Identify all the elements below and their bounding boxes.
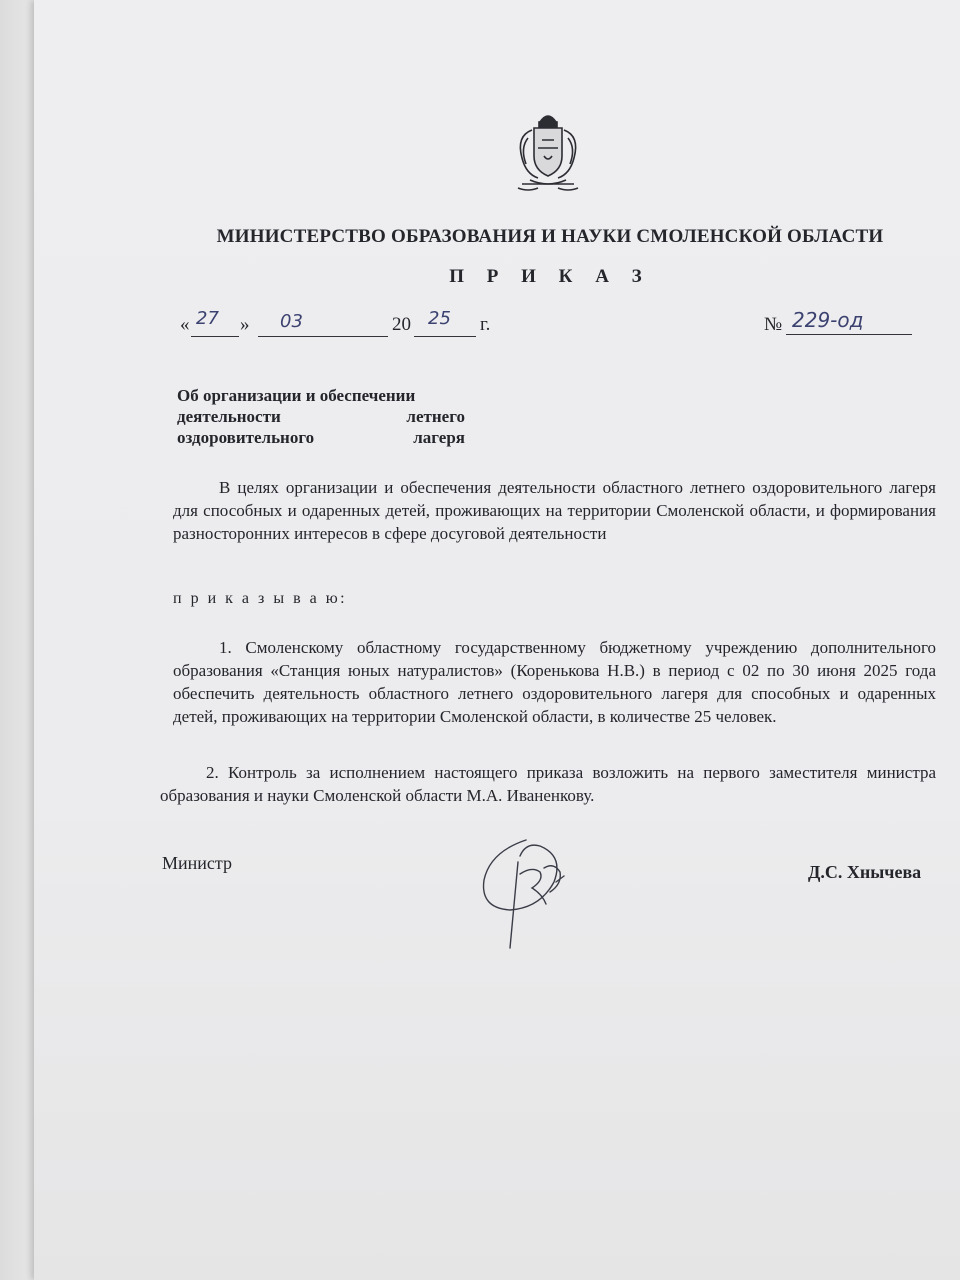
order-word: п р и к а з ы в а ю: xyxy=(173,590,348,607)
document-type-title: П Р И К А З xyxy=(449,266,651,287)
date-year-underline xyxy=(414,336,476,337)
subject-line-1: Об организации и обеспечении xyxy=(177,386,416,405)
order-item-2: 2. Контроль за исполнением настоящего приказа возложить на первого заместителя министра образования и науки Смоленской области М.А. Иваненкову. xyxy=(160,763,936,805)
subject-line-3-a: оздоровительного xyxy=(177,428,315,447)
subject-line-3 xyxy=(177,428,465,448)
subject-line-2 xyxy=(177,407,465,427)
order-number-underline xyxy=(786,334,912,335)
subject-line-2-a: деятельности xyxy=(177,407,281,426)
signer-position: Министр xyxy=(162,853,232,873)
subject-line-2-b: летнего xyxy=(406,407,465,426)
date-month: 03 xyxy=(280,311,303,332)
order-number: 229-од xyxy=(792,308,864,332)
order-item-1: 1. Смоленскому областному государственному бюджетному учреждению дополнительного образования «Станция юных натуралистов» (Коренькова Н.В.) в период с 02 по 30 июня 2025 года обеспечить деятельность областного летнего оздоровительного лагеря для способных и одаренных детей, проживающих на территории Смоленской области, в количестве 25 человек. xyxy=(173,638,936,726)
subject-line-3-b: лагеря xyxy=(413,428,465,447)
date-day: 27 xyxy=(196,308,219,329)
order-number-label: № xyxy=(764,314,783,335)
ministry-title: МИНИСТЕРСТВО ОБРАЗОВАНИЯ И НАУКИ СМОЛЕНСКОЙ ОБЛАСТИ xyxy=(216,226,884,247)
date-year-suffix: 25 xyxy=(428,308,451,329)
date-open-quote: « xyxy=(180,314,190,335)
signature-icon xyxy=(470,822,590,952)
date-year-unit: г. xyxy=(480,314,491,335)
coat-of-arms-icon xyxy=(508,108,588,194)
preamble-paragraph: В целях организации и обеспечения деятельности областного летнего оздоровительного лагеря для способных и одаренных детей, проживающих на территории Смоленской области, и формирования разносторонних интересов в сфере досуговой деятельности xyxy=(173,478,936,543)
date-month-underline xyxy=(258,336,388,337)
date-year-prefix: 20 xyxy=(392,314,411,335)
signer-name: Д.С. Хнычева xyxy=(808,862,922,882)
date-day-underline xyxy=(191,336,239,337)
date-close-quote: » xyxy=(240,314,250,335)
